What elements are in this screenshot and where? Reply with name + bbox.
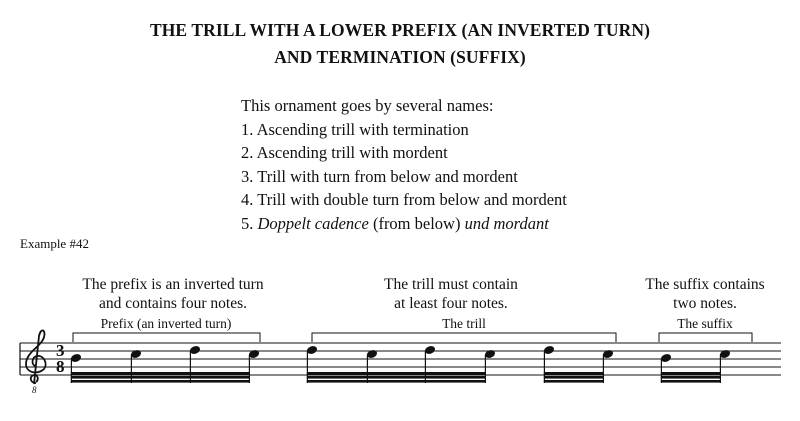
bracket-prefix bbox=[73, 333, 260, 342]
title-line-1: THE TRILL WITH A LOWER PREFIX (AN INVERTED TURN) bbox=[149, 20, 651, 40]
list-item: 4. Trill with double turn from below and mordent bbox=[241, 190, 567, 209]
bracket-trill bbox=[312, 333, 616, 342]
bracket-suffix bbox=[659, 333, 752, 342]
list-item: 3. Trill with turn from below and mordent bbox=[241, 166, 518, 186]
bracket-prefix-label: Prefix (an inverted turn) bbox=[100, 316, 232, 331]
beam bbox=[661, 380, 721, 383]
beam bbox=[307, 376, 486, 379]
bracket-suffix-label: The suffix bbox=[677, 316, 733, 331]
beam bbox=[307, 372, 486, 375]
beam bbox=[307, 380, 486, 383]
notes-layer bbox=[70, 345, 731, 383]
beam bbox=[544, 380, 604, 383]
beam bbox=[544, 376, 604, 379]
list-item: 2. Ascending trill with mordent bbox=[241, 143, 448, 162]
svg-text:8: 8 bbox=[32, 385, 37, 395]
note-trill: The trill must contain at least four notes. bbox=[384, 276, 518, 312]
bracket-trill-label: The trill bbox=[442, 316, 486, 331]
beam bbox=[71, 376, 250, 379]
beam bbox=[71, 372, 250, 375]
treble-8vb-clef-icon bbox=[26, 330, 46, 395]
note-suffix: The suffix contains two notes. bbox=[645, 276, 765, 312]
beam bbox=[661, 372, 721, 375]
list-item: 1. Ascending trill with termination bbox=[241, 119, 469, 139]
note-prefix: The prefix is an inverted turn and contains four notes. bbox=[82, 276, 264, 312]
time-signature-numerator: 3 bbox=[56, 341, 65, 360]
time-signature-denominator: 8 bbox=[56, 357, 65, 376]
list-item: 5. Doppelt cadence (from below) und mordant bbox=[241, 213, 549, 233]
beam bbox=[544, 372, 604, 375]
example-label: Example #42 bbox=[20, 236, 89, 251]
title-line-2: AND TERMINATION (SUFFIX) bbox=[274, 47, 526, 67]
intro-text: This ornament goes by several names: bbox=[241, 96, 494, 115]
beam bbox=[661, 376, 721, 379]
beam bbox=[71, 380, 250, 383]
